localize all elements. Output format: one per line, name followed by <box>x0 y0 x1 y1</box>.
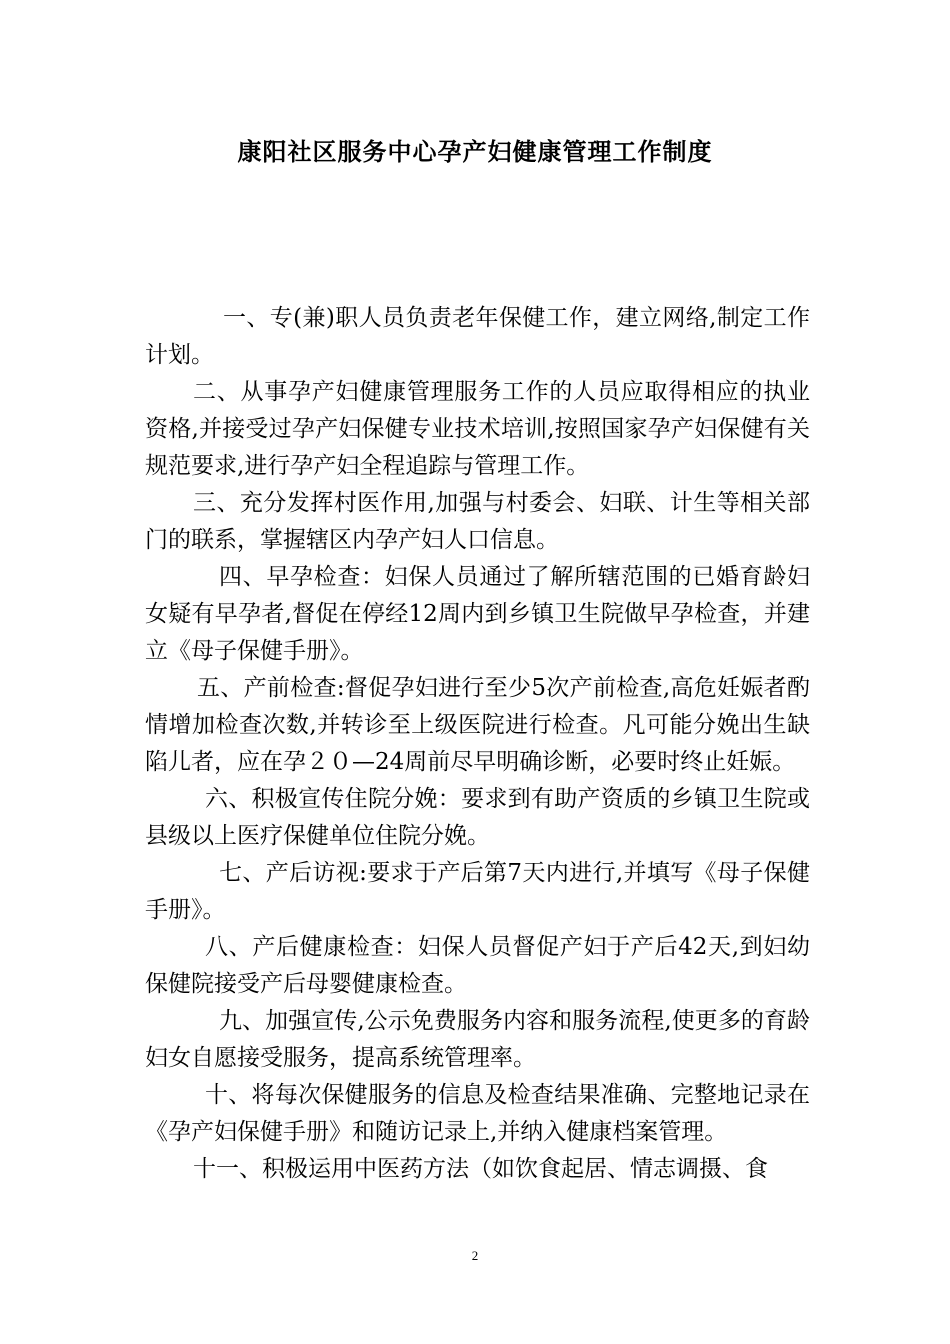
page-number: 2 <box>471 1248 479 1263</box>
paragraph-11: 十一、积极运用中医药方法（如饮食起居、情志调摄、食 <box>193 1156 768 1182</box>
paragraph-6: 六、积极宣传住院分娩：要求到有助产资质的乡镇卫生院或县级以上医疗保健单位住院分娩。 <box>145 786 810 849</box>
paragraph-7: 七、产后访视:要求于产后第7天内进行,并填写《母子保健手册》。 <box>145 860 810 923</box>
paragraph-4: 四、早孕检查：妇保人员通过了解所辖范围的已婚育龄妇女疑有早孕者,督促在停经12周内到乡镇卫生院做早孕检查，并建立《母子保健手册》。 <box>145 564 810 664</box>
paragraph-8: 八、产后健康检查：妇保人员督促产妇于产后42天,到妇幼保健院接受产后母婴健康检查。 <box>145 934 810 997</box>
paragraph-10: 十、将每次保健服务的信息及检查结果准确、完整地记录在《孕产妇保健手册》和随访记录上,并纳入健康档案管理。 <box>145 1082 810 1145</box>
paragraph-3: 三、充分发挥村医作用,加强与村委会、妇联、计生等相关部门的联系，掌握辖区内孕产妇人口信息。 <box>145 490 810 553</box>
paragraph-5: 五、产前检查:督促孕妇进行至少5次产前检查,高危妊娠者酌情增加检查次数,并转诊至上级医院进行检查。凡可能分娩出生缺陷儿者，应在孕２０—24周前尽早明确诊断，必要时终止妊娠。 <box>145 675 810 775</box>
document-title: 康阳社区服务中心孕产妇健康管理工作制度 <box>237 138 713 166</box>
paragraph-1: 一、专(兼)职人员负责老年保健工作，建立网络,制定工作计划。 <box>145 305 810 368</box>
document-body <box>145 300 810 1188</box>
paragraph-2: 二、从事孕产妇健康管理服务工作的人员应取得相应的执业资格,并接受过孕产妇保健专业技术培训,按照国家孕产妇保健有关规范要求,进行孕产妇全程追踪与管理工作。 <box>145 379 810 479</box>
paragraph-9: 九、加强宣传,公示免费服务内容和服务流程,使更多的育龄妇女自愿接受服务，提高系统管理率。 <box>145 1008 810 1071</box>
